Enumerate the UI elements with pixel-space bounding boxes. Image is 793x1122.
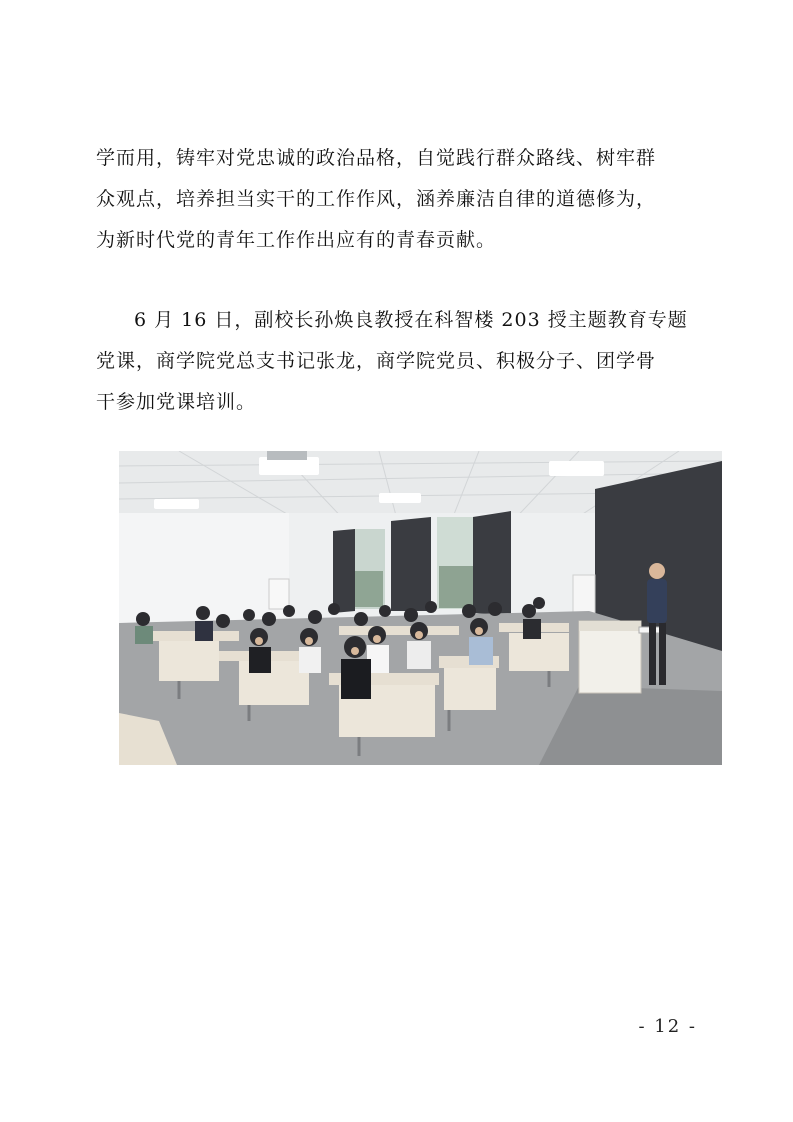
- paragraph-1: [96, 138, 696, 261]
- flipchart: [269, 579, 289, 609]
- paragraph-line: 干参加党课培训。: [96, 391, 257, 413]
- paragraph-line: 党课，商学院党总支书记张龙，商学院党员、积极分子、团学骨: [96, 350, 657, 372]
- classroom-illustration: [119, 451, 722, 765]
- paragraph-line: 为新时代党的青年工作作出应有的青春贡献。: [96, 229, 497, 251]
- paragraph-2: [96, 300, 696, 423]
- paragraph-line: 学而用，铸牢对党忠诚的政治品格，自觉践行群众路线、树牢群: [96, 147, 657, 169]
- page-number: - 12 -: [638, 1016, 697, 1037]
- classroom-photo: [119, 451, 722, 765]
- paragraph-line: 众观点，培养担当实干的工作作风，涵养廉洁自律的道德修为，: [96, 188, 657, 210]
- projector: [267, 451, 307, 460]
- paragraph-line: 6 月 16 日，副校长孙焕良教授在科智楼 203 授主题教育专题: [134, 309, 688, 331]
